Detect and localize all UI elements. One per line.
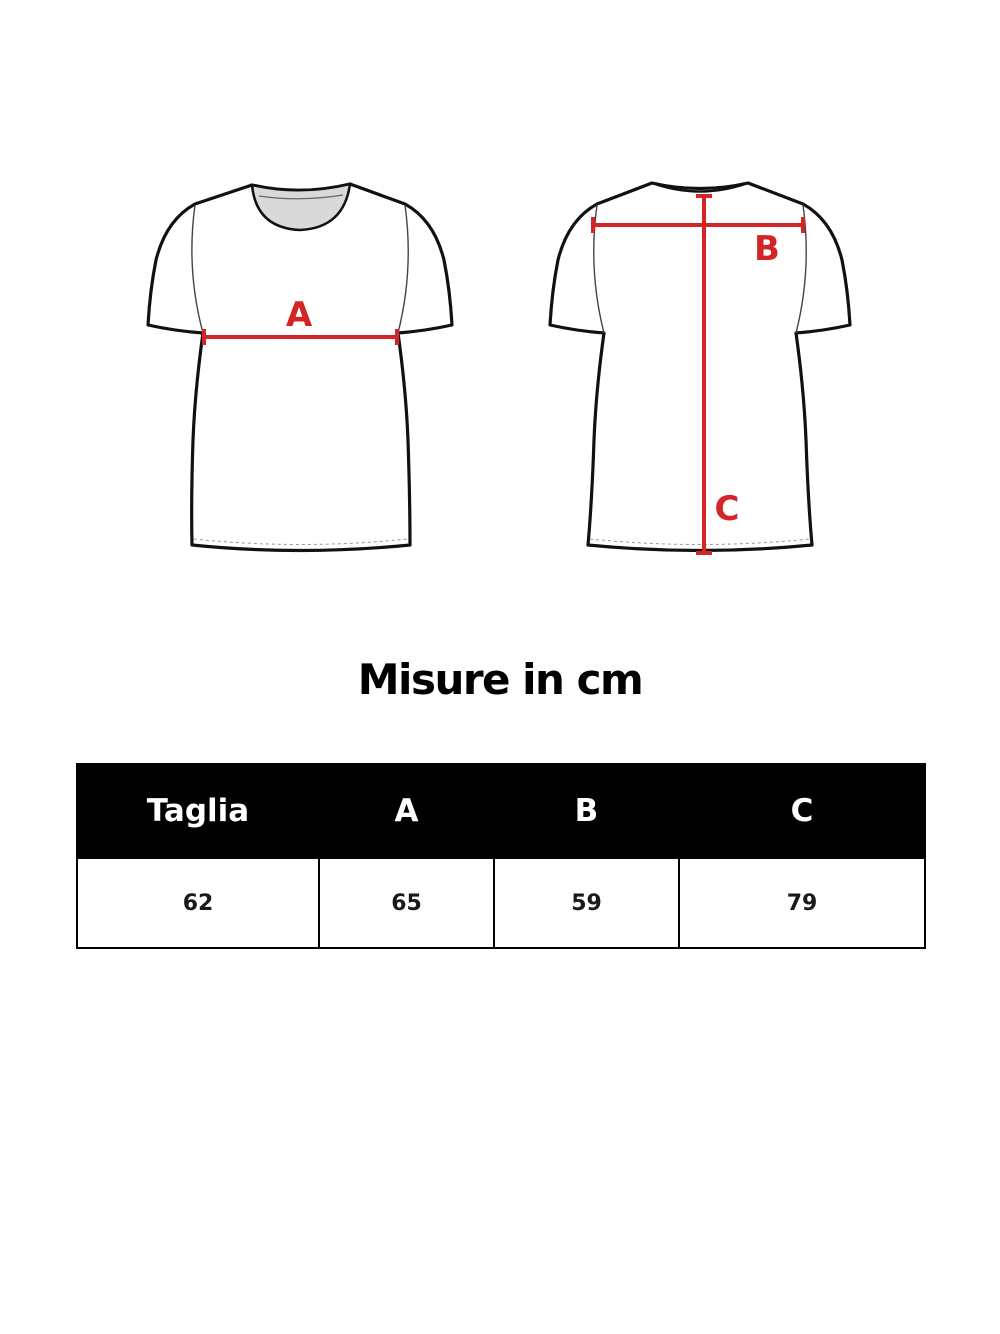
tshirt-front-outline xyxy=(148,184,452,551)
cell-taglia: 62 xyxy=(77,858,319,948)
tshirt-measurement-diagram xyxy=(0,0,1000,620)
tshirt-front xyxy=(148,184,452,551)
cell-a: 65 xyxy=(319,858,494,948)
header-c: C xyxy=(679,764,925,858)
header-a: A xyxy=(319,764,494,858)
cell-c: 79 xyxy=(679,858,925,948)
size-chart-title: Misure in cm xyxy=(357,655,643,704)
header-b: B xyxy=(494,764,679,858)
measure-label-a: A xyxy=(285,295,313,335)
measure-label-b: B xyxy=(754,229,780,269)
table-row xyxy=(77,858,925,948)
tshirt-back-outline xyxy=(550,183,850,551)
cell-b: 59 xyxy=(494,858,679,948)
tshirt-back xyxy=(550,183,850,553)
size-table-header-row xyxy=(77,764,925,858)
measure-label-c: C xyxy=(714,489,740,529)
size-table xyxy=(76,763,926,949)
header-taglia: Taglia xyxy=(77,764,319,858)
